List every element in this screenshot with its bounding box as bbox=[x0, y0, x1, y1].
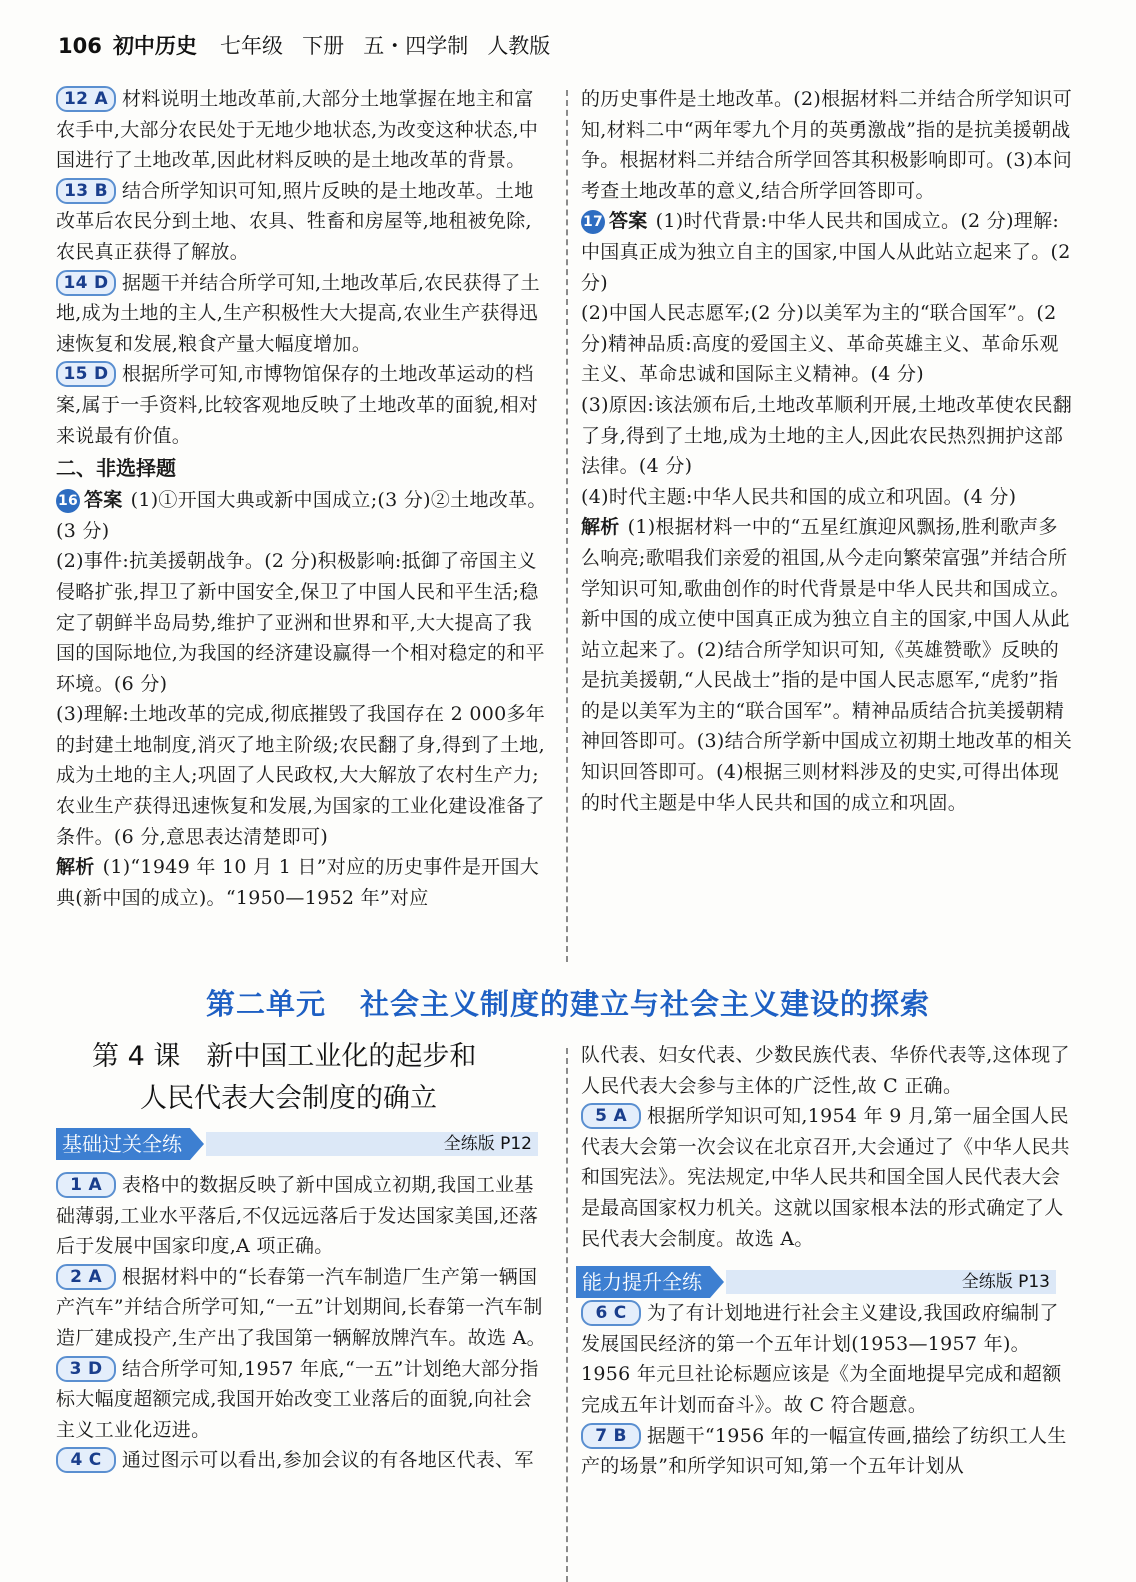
answer-badge: 12 A bbox=[56, 86, 116, 112]
analysis-text: (1)根据材料一中的“五星红旗迎风飘扬,胜利歌声多么响亮;歌唱我们亲爱的祖国,从今走向繁荣富强”并结合所学知识可知,歌曲创作的时代背景是中华人民共和国成立。新中国的成立使中国真正成为独立自主的国家,中国人从此站立起来了。(2)结合所学知识可知,《英雄赞歌》反映的是抗美援朝,“人民战士”指的是中国人民志愿军,“虎豹”指的是以美军为主的“联合国军”。精神品质结合抗美援朝精神回答即可。(3)结合所学新中国成立初期土地改革的相关知识回答即可。(4)根据三则材料涉及的史实,可得出体现的时代主题是中华人民共和国的成立和巩固。 bbox=[581, 516, 1073, 814]
page-number: 106 bbox=[58, 34, 102, 58]
question-number-17: 17 bbox=[581, 210, 605, 234]
answer-5 bbox=[581, 1101, 1077, 1254]
answer-17-part3: (3)原因:该法颁布后,土地改革顺利开展,土地改革使农民翻了身,得到了土地,成为土地的主人,因此农民热烈拥护这部法律。(4 分) bbox=[581, 393, 1073, 478]
analysis-text: (1)“1949 年 10 月 1 日”对应的历史事件是开国大典(新中国的成立)。“1950—1952 年”对应 bbox=[56, 856, 540, 909]
answer-16-part1 bbox=[56, 485, 550, 546]
answer-badge: 1 A bbox=[56, 1172, 116, 1198]
answer-6 bbox=[581, 1298, 1077, 1420]
section-label: 基础过关全练 bbox=[56, 1128, 190, 1160]
book-volume: 下册 bbox=[302, 34, 345, 58]
upper-right-column bbox=[581, 84, 1077, 964]
unit-name: 社会主义制度的建立与社会主义建设的探索 bbox=[360, 987, 931, 1021]
answer-17-part2: (2)中国人民志愿军;(2 分)以美军为主的“联合国军”。(2 分)精神品质:高度的爱国主义、革命英雄主义、革命乐观主义、革命忠诚和国际主义精神。(4 分) bbox=[581, 302, 1059, 386]
answer-2 bbox=[56, 1262, 550, 1354]
answer-text: 为了有计划地进行社会主义建设,我国政府编制了发展国民经济的第一个五年计划(1953—1957 年)。1956 年元旦社论标题应该是《为全面地提早完成和超额完成五年计划而奋斗》。故 C 符合题意。 bbox=[581, 1302, 1062, 1416]
lesson-number: 第 4 课 bbox=[92, 1041, 181, 1072]
page-header bbox=[58, 30, 564, 64]
lesson-title-line1 bbox=[92, 1036, 476, 1078]
upper-left-column bbox=[56, 84, 550, 964]
answer-13 bbox=[56, 176, 550, 268]
answer-text: 表格中的数据反映了新中国成立初期,我国工业基础薄弱,工业水平落后,不仅远远落后于发达国家美国,还落后于发展中国家印度,A 项正确。 bbox=[56, 1174, 539, 1258]
answer-4-continued: 队代表、妇女代表、少数民族代表、华侨代表等,这体现了人民代表大会参与主体的广泛性,故 C 正确。 bbox=[581, 1044, 1070, 1097]
answer-badge: 15 D bbox=[56, 361, 116, 387]
answer-badge: 14 D bbox=[56, 270, 116, 296]
lower-left-column bbox=[56, 1170, 550, 1582]
answer-text: 结合所学可知,1957 年底,“一五”计划绝大部分指标大幅度超额完成,我国开始改变工业落后的面貌,向社会主义工业化迈进。 bbox=[56, 1357, 539, 1441]
book-grade: 七年级 bbox=[220, 34, 284, 58]
answer-1 bbox=[56, 1170, 550, 1262]
answer-text: 根据所学可知,市博物馆保存的土地改革运动的档案,属于一手资料,比较客观地反映了土地改革的面貌,相对来说最有价值。 bbox=[56, 363, 539, 447]
answer-badge: 6 C bbox=[581, 1300, 641, 1326]
unit-title bbox=[0, 982, 1136, 1023]
answer-16-part3: (3)理解:土地改革的完成,彻底摧毁了我国存在 2 000多年的封建土地制度,消灭了地主阶级;农民翻了身,得到了土地,成为土地的主人;巩固了人民政权,大大解放了农村生产力;农业生产获得迅速恢复和发展,为国家的工业化建设准备了条件。(6 分,意思表达清楚即可) bbox=[56, 703, 546, 848]
book-system: 五・四学制 bbox=[363, 34, 469, 58]
section-page-ref: 全练版 P13 bbox=[961, 1272, 1050, 1292]
analysis-16-continued: 的历史事件是土地改革。(2)根据材料二并结合所学知识可知,材料二中“两年零九个月的英勇激战”指的是抗美援朝战争。根据材料二并结合所学回答其积极影响即可。(3)本问考查土地改革的意义,结合所学回答即可。 bbox=[581, 88, 1073, 202]
section-bar-basic bbox=[56, 1128, 538, 1160]
answer-text: 根据所学知识可知,1954 年 9 月,第一届全国人民代表大会第一次会议在北京召开,大会通过了《中华人民共和国宪法》。宪法规定,中华人民共和国全国人民代表大会是最高国家权力机关。这就以国家根本法的形式确定了人民代表大会制度。故选 A。 bbox=[581, 1105, 1070, 1250]
chevron-right-icon bbox=[190, 1128, 204, 1160]
lesson-title bbox=[92, 1036, 476, 1120]
answer-badge: 4 C bbox=[56, 1447, 116, 1473]
lower-right-column bbox=[581, 1040, 1077, 1582]
lesson-title-line2: 人民代表大会制度的确立 bbox=[140, 1083, 437, 1114]
section-page-ref: 全练版 P12 bbox=[443, 1134, 532, 1154]
answer-4 bbox=[56, 1445, 550, 1476]
analysis-tag: 解析 bbox=[56, 856, 95, 879]
answer-16-part2: (2)事件:抗美援朝战争。(2 分)积极影响:抵御了帝国主义侵略扩张,捍卫了新中国安全,保卫了中国人民和平生活;稳定了朝鲜半岛局势,维护了亚洲和世界和平,大大提高了我国的国际地位,为我国的经济建设赢得一个相对稳定的和平环境。(6 分) bbox=[56, 550, 545, 695]
answer-text: 据题干并结合所学可知,土地改革后,农民获得了土地,成为土地的主人,生产积极性大大提高,农业生产获得迅速恢复和发展,粮食产量大幅度增加。 bbox=[56, 271, 540, 355]
answer-text: 材料说明土地改革前,大部分土地掌握在地主和富农手中,大部分农民处于无地少地状态,为改变这种状态,中国进行了土地改革,因此材料反映的是土地改革的背景。 bbox=[56, 88, 539, 172]
book-subject: 初中历史 bbox=[112, 34, 197, 58]
answer-17-part4: (4)时代主题:中华人民共和国的成立和巩固。(4 分) bbox=[581, 485, 1017, 508]
answer-17-part1 bbox=[581, 206, 1077, 298]
answer-15 bbox=[56, 359, 550, 451]
answer-14 bbox=[56, 268, 550, 360]
lesson-name-part1: 新中国工业化的起步和 bbox=[206, 1041, 477, 1072]
answer-badge: 7 B bbox=[581, 1423, 641, 1449]
answer-12 bbox=[56, 84, 550, 176]
answer-3 bbox=[56, 1354, 550, 1446]
answer-badge: 2 A bbox=[56, 1264, 116, 1290]
column-divider-lower bbox=[566, 1048, 568, 1582]
answer-text: 结合所学知识可知,照片反映的是土地改革。土地改革后农民分到土地、农具、牲畜和房屋等,地租被免除,农民真正获得了解放。 bbox=[56, 179, 534, 263]
answer-text: (1)时代背景:中华人民共和国成立。(2 分)理解:中国真正成为独立自主的国家,中国人从此站立起来了。(2 分) bbox=[581, 210, 1071, 294]
answer-badge: 3 D bbox=[56, 1356, 116, 1382]
answer-text: 据题干“1956 年的一幅宣传画,描绘了纺织工人生产的场景”和所学知识可知,第一个五年计划从 bbox=[581, 1424, 1067, 1478]
answer-badge: 13 B bbox=[56, 178, 116, 204]
answer-7 bbox=[581, 1421, 1077, 1482]
question-number-16: 16 bbox=[56, 489, 80, 513]
section-heading: 二、非选择题 bbox=[56, 456, 176, 481]
answer-text: 通过图示可以看出,参加会议的有各地区代表、军 bbox=[122, 1449, 534, 1472]
analysis-tag: 解析 bbox=[581, 516, 620, 539]
unit-number: 第二单元 bbox=[205, 987, 326, 1021]
section-label: 能力提升全练 bbox=[576, 1266, 710, 1298]
answer-tag: 答案 bbox=[609, 210, 648, 233]
answer-badge: 5 A bbox=[581, 1103, 641, 1129]
analysis-17 bbox=[581, 512, 1077, 818]
answer-text: (1)①开国大典或新中国成立;(3 分)②土地改革。(3 分) bbox=[56, 489, 547, 542]
answer-tag: 答案 bbox=[84, 489, 123, 512]
answer-text: 根据材料中的“长春第一汽车制造厂生产第一辆国产汽车”并结合所学可知,“一五”计划期间,长春第一汽车制造厂建成投产,生产出了我国第一辆解放牌汽车。故选 A。 bbox=[56, 1265, 546, 1349]
book-edition: 人教版 bbox=[487, 34, 551, 58]
column-divider-upper bbox=[566, 90, 568, 962]
section-spacer bbox=[581, 1254, 1077, 1298]
analysis-16 bbox=[56, 852, 550, 913]
